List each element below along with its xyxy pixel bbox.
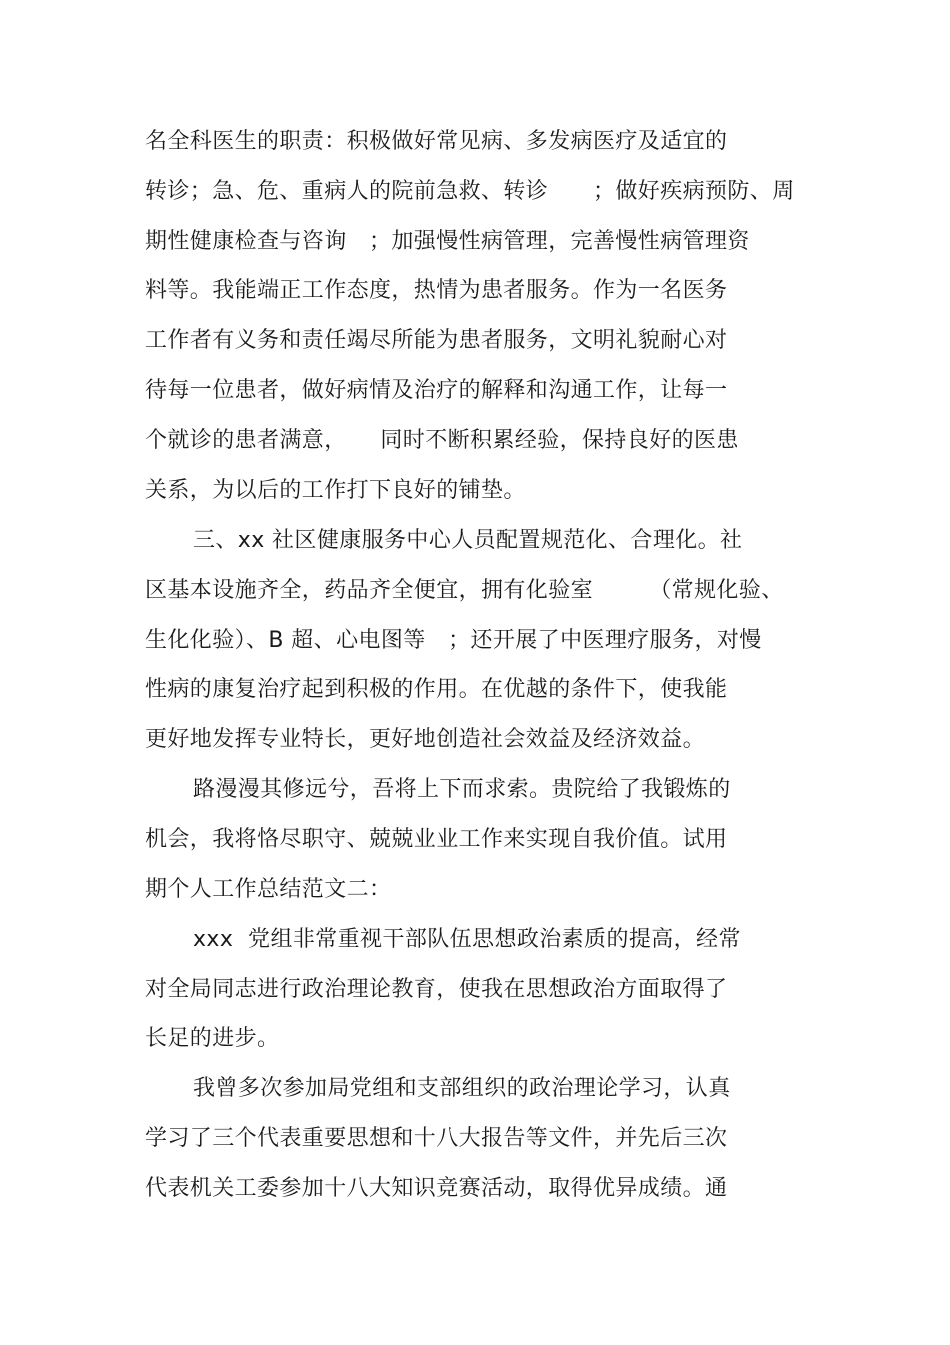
- paragraph-start-line: 三、xx 社区健康服务中心人员配置规范化、合理化。社: [193, 528, 743, 553]
- text-line: 期性健康检查与咨询 ；加强慢性病管理，完善慢性病管理资: [145, 229, 750, 254]
- text-line: 对全局同志进行政治理论教育，使我在思想政治方面取得了: [145, 977, 728, 1002]
- text-line: 代表机关工委参加十八大知识竞赛活动，取得优异成绩。通: [145, 1176, 728, 1201]
- text-line: 工作者有义务和责任竭尽所能为患者服务，文明礼貌耐心对: [145, 328, 728, 353]
- text-line: 学习了三个代表重要思想和十八大报告等文件，并先后三次: [145, 1126, 728, 1151]
- text-line: 关系，为以后的工作打下良好的铺垫。: [145, 478, 526, 503]
- paragraph-start-line: 路漫漫其修远兮，吾将上下而求索。贵院给了我锻炼的: [193, 777, 731, 802]
- text-line: 机会，我将恪尽职守、兢兢业业工作来实现自我价值。试用: [145, 827, 728, 852]
- text-line: 待每一位患者，做好病情及治疗的解释和沟通工作，让每一: [145, 378, 728, 403]
- paragraph-start-line: 我曾多次参加局党组和支部组织的政治理论学习，认真: [193, 1076, 731, 1101]
- text-line: 性病的康复治疗起到积极的作用。在优越的条件下，使我能: [145, 677, 728, 702]
- text-line: 个就诊的患者满意， 同时不断积累经验，保持良好的医患: [145, 428, 739, 453]
- text-line: 区基本设施齐全，药品齐全便宜，拥有化验室 （常规化验、: [145, 578, 784, 603]
- text-line: 更好地发挥专业特长，更好地创造社会效益及经济效益。: [145, 727, 706, 752]
- text-line: 转诊；急、危、重病人的院前急救、转诊 ；做好疾病预防、周: [145, 179, 795, 204]
- text-line: 长足的进步。: [145, 1026, 280, 1051]
- text-line: 料等。我能端正工作态度，热情为患者服务。作为一名医务: [145, 278, 728, 303]
- text-line: 期个人工作总结范文二：: [145, 877, 392, 902]
- paragraph-start-line: xxx 党组非常重视干部队伍思想政治素质的提高，经常: [193, 927, 741, 952]
- text-line: 生化化验）、B 超、心电图等 ；还开展了中医理疗服务，对慢: [145, 628, 762, 653]
- text-line: 名全科医生的职责：积极做好常见病、多发病医疗及适宜的: [145, 129, 728, 154]
